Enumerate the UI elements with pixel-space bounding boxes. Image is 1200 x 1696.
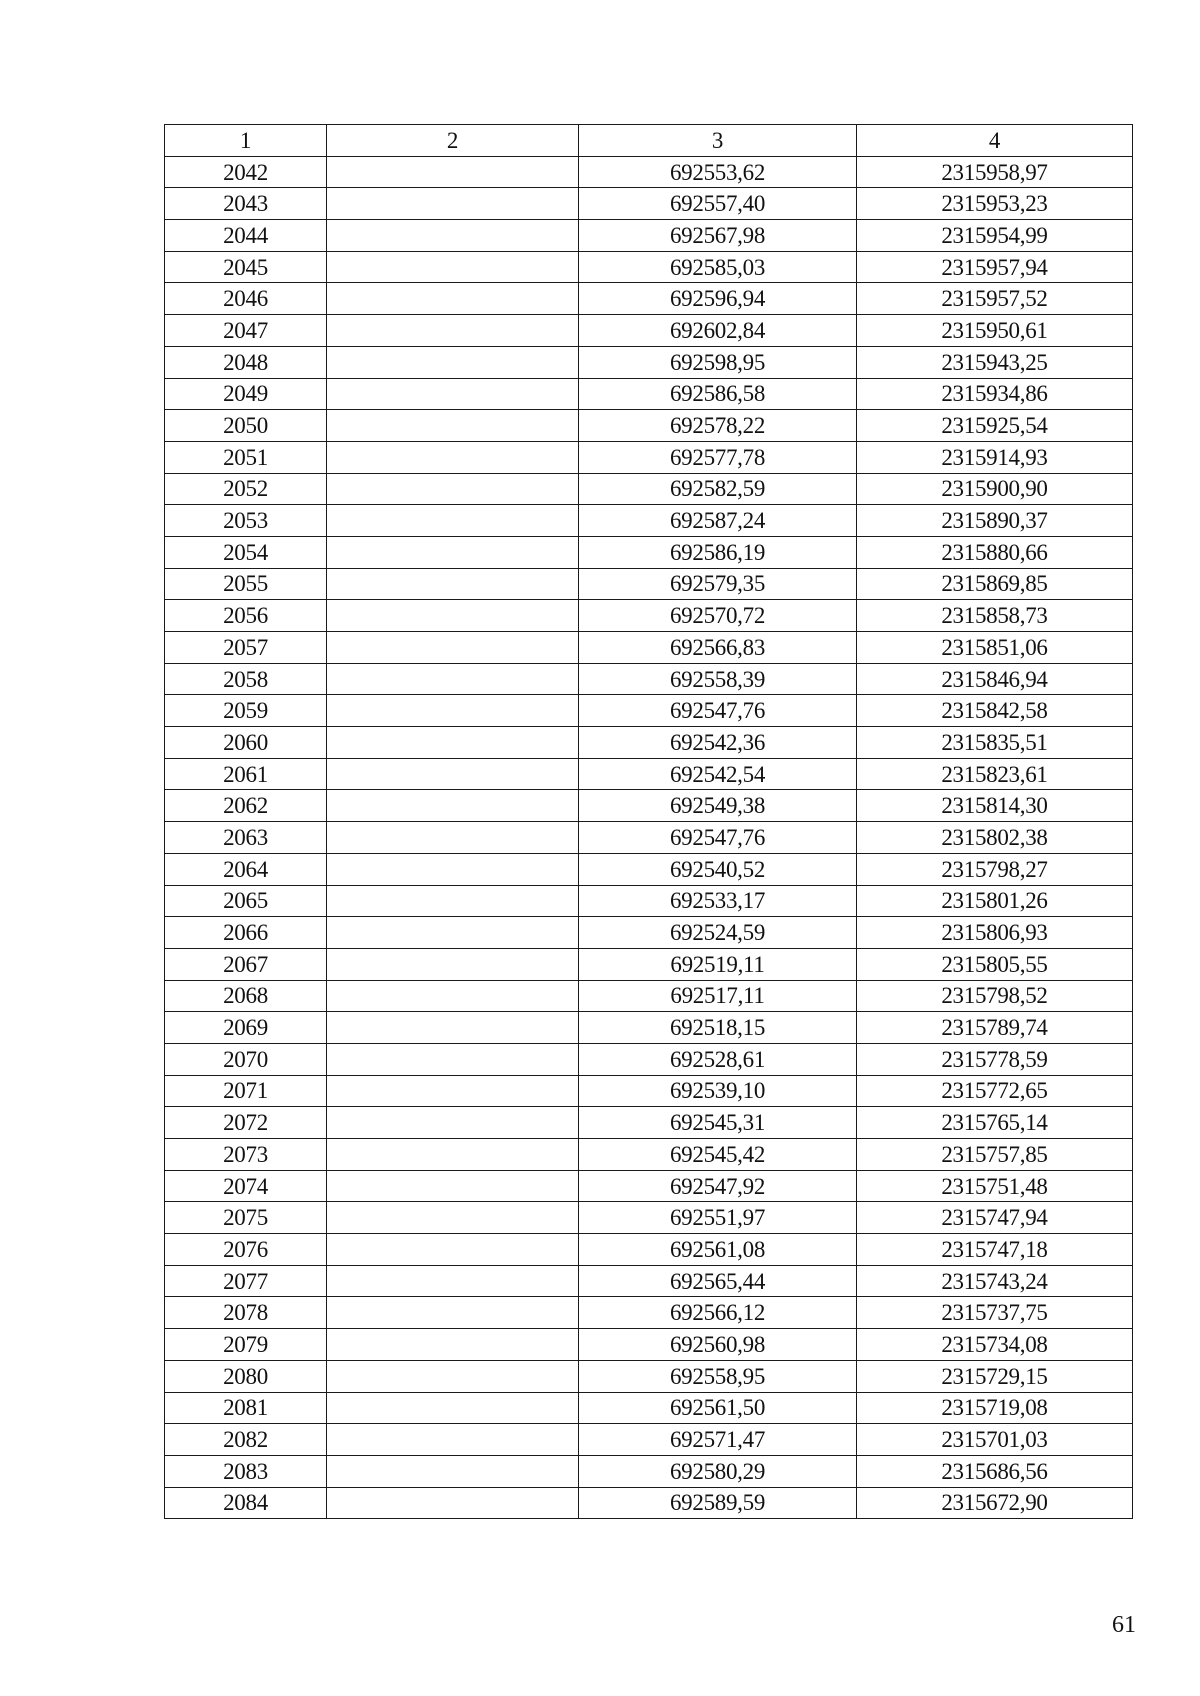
table-cell-col-1: 2051: [165, 441, 327, 473]
table-cell-col-1: 2068: [165, 980, 327, 1012]
table-cell-col-2: [327, 1075, 579, 1107]
table-cell-col-4: 2315823,61: [857, 758, 1133, 790]
table-row: [165, 1329, 1133, 1361]
table-row: [165, 917, 1133, 949]
table-cell-col-2: [327, 980, 579, 1012]
table-cell-col-1: 2050: [165, 410, 327, 442]
table-cell-col-2: [327, 1234, 579, 1266]
table-cell-col-1: 2049: [165, 378, 327, 410]
table-cell-col-4: 2315814,30: [857, 790, 1133, 822]
table-cell-col-2: [327, 758, 579, 790]
table-cell-col-3: 692518,15: [579, 1012, 857, 1044]
table-cell-col-3: 692557,40: [579, 188, 857, 220]
table-cell-col-2: [327, 473, 579, 505]
table-row: [165, 1487, 1133, 1519]
table-cell-col-3: 692586,58: [579, 378, 857, 410]
table-cell-col-1: 2060: [165, 727, 327, 759]
table-cell-col-1: 2052: [165, 473, 327, 505]
table-cell-col-1: 2071: [165, 1075, 327, 1107]
table-row: [165, 188, 1133, 220]
table-row: [165, 853, 1133, 885]
table-row: [165, 156, 1133, 188]
table-cell-col-2: [327, 1487, 579, 1519]
table-cell-col-1: 2055: [165, 568, 327, 600]
table-cell-col-4: 2315772,65: [857, 1075, 1133, 1107]
table-cell-col-3: 692553,62: [579, 156, 857, 188]
table-row: [165, 1139, 1133, 1171]
table-cell-col-4: 2315846,94: [857, 663, 1133, 695]
table-cell-col-1: 2065: [165, 885, 327, 917]
table-cell-col-3: 692560,98: [579, 1329, 857, 1361]
table-cell-col-3: 692589,59: [579, 1487, 857, 1519]
table-cell-col-4: 2315925,54: [857, 410, 1133, 442]
table-cell-col-2: [327, 790, 579, 822]
table-cell-col-1: 2043: [165, 188, 327, 220]
table-cell-col-4: 2315798,27: [857, 853, 1133, 885]
table-cell-col-1: 2047: [165, 315, 327, 347]
table-cell-col-2: [327, 1455, 579, 1487]
table-cell-col-3: 692578,22: [579, 410, 857, 442]
table-row: [165, 536, 1133, 568]
table-cell-col-1: 2078: [165, 1297, 327, 1329]
table-cell-col-1: 2084: [165, 1487, 327, 1519]
table-cell-col-2: [327, 1360, 579, 1392]
table-cell-col-3: 692547,76: [579, 695, 857, 727]
table-cell-col-1: 2074: [165, 1170, 327, 1202]
table-cell-col-2: [327, 1043, 579, 1075]
table-cell-col-1: 2054: [165, 536, 327, 568]
table-cell-col-4: 2315801,26: [857, 885, 1133, 917]
table-cell-col-4: 2315765,14: [857, 1107, 1133, 1139]
column-header-3: 3: [579, 125, 857, 157]
table-cell-col-4: 2315743,24: [857, 1265, 1133, 1297]
table-row: [165, 315, 1133, 347]
table-cell-col-4: 2315858,73: [857, 600, 1133, 632]
table-cell-col-1: 2059: [165, 695, 327, 727]
table-cell-col-2: [327, 632, 579, 664]
table-row: [165, 1075, 1133, 1107]
table-row: [165, 1455, 1133, 1487]
page-number: 61: [1112, 1612, 1136, 1638]
table-cell-col-2: [327, 1139, 579, 1171]
table-cell-col-1: 2057: [165, 632, 327, 664]
table-cell-col-4: 2315880,66: [857, 536, 1133, 568]
table-cell-col-2: [327, 568, 579, 600]
table-row: [165, 822, 1133, 854]
table-row: [165, 473, 1133, 505]
table-cell-col-3: 692540,52: [579, 853, 857, 885]
table-row: [165, 885, 1133, 917]
table-cell-col-1: 2076: [165, 1234, 327, 1266]
table-cell-col-1: 2079: [165, 1329, 327, 1361]
table-cell-col-2: [327, 283, 579, 315]
table-row: [165, 1107, 1133, 1139]
table-header-row: [165, 125, 1133, 157]
table-cell-col-1: 2064: [165, 853, 327, 885]
table-cell-col-2: [327, 885, 579, 917]
table-cell-col-3: 692580,29: [579, 1455, 857, 1487]
table-cell-col-2: [327, 251, 579, 283]
table-cell-col-4: 2315778,59: [857, 1043, 1133, 1075]
table-row: [165, 410, 1133, 442]
table-cell-col-1: 2083: [165, 1455, 327, 1487]
table-cell-col-4: 2315957,52: [857, 283, 1133, 315]
table-cell-col-2: [327, 441, 579, 473]
table-row: [165, 980, 1133, 1012]
table-cell-col-1: 2044: [165, 220, 327, 252]
table-cell-col-2: [327, 695, 579, 727]
table-row: [165, 790, 1133, 822]
table-cell-col-2: [327, 346, 579, 378]
table-row: [165, 1043, 1133, 1075]
column-header-2: 2: [327, 125, 579, 157]
table-cell-col-4: 2315934,86: [857, 378, 1133, 410]
table-cell-col-1: 2077: [165, 1265, 327, 1297]
table-cell-col-1: 2070: [165, 1043, 327, 1075]
table-cell-col-3: 692567,98: [579, 220, 857, 252]
table-row: [165, 600, 1133, 632]
table-cell-col-2: [327, 156, 579, 188]
table-cell-col-3: 692545,42: [579, 1139, 857, 1171]
table-row: [165, 1012, 1133, 1044]
table-cell-col-1: 2081: [165, 1392, 327, 1424]
table-row: [165, 346, 1133, 378]
table-cell-col-1: 2061: [165, 758, 327, 790]
table-cell-col-1: 2048: [165, 346, 327, 378]
table-cell-col-1: 2062: [165, 790, 327, 822]
table-cell-col-4: 2315672,90: [857, 1487, 1133, 1519]
table-cell-col-3: 692585,03: [579, 251, 857, 283]
table-cell-col-3: 692561,50: [579, 1392, 857, 1424]
table-cell-col-3: 692519,11: [579, 948, 857, 980]
table-cell-col-4: 2315757,85: [857, 1139, 1133, 1171]
table-cell-col-3: 692547,92: [579, 1170, 857, 1202]
table-row: [165, 1360, 1133, 1392]
table-cell-col-4: 2315751,48: [857, 1170, 1133, 1202]
table-cell-col-1: 2067: [165, 948, 327, 980]
table-cell-col-2: [327, 727, 579, 759]
table-cell-col-4: 2315747,94: [857, 1202, 1133, 1234]
table-cell-col-4: 2315719,08: [857, 1392, 1133, 1424]
table-cell-col-4: 2315701,03: [857, 1424, 1133, 1456]
table-row: [165, 663, 1133, 695]
table-row: [165, 568, 1133, 600]
table-cell-col-3: 692545,31: [579, 1107, 857, 1139]
table-cell-col-3: 692558,95: [579, 1360, 857, 1392]
table-row: [165, 505, 1133, 537]
table-row: [165, 220, 1133, 252]
table-row: [165, 441, 1133, 473]
table-cell-col-3: 692517,11: [579, 980, 857, 1012]
table-row: [165, 1424, 1133, 1456]
table-cell-col-4: 2315890,37: [857, 505, 1133, 537]
table-cell-col-4: 2315958,97: [857, 156, 1133, 188]
table-cell-col-3: 692598,95: [579, 346, 857, 378]
table-cell-col-1: 2075: [165, 1202, 327, 1234]
table-cell-col-2: [327, 1297, 579, 1329]
table-row: [165, 758, 1133, 790]
table-cell-col-3: 692566,83: [579, 632, 857, 664]
table-cell-col-3: 692565,44: [579, 1265, 857, 1297]
table-cell-col-4: 2315747,18: [857, 1234, 1133, 1266]
table-cell-col-4: 2315943,25: [857, 346, 1133, 378]
table-cell-col-3: 692558,39: [579, 663, 857, 695]
table-cell-col-4: 2315851,06: [857, 632, 1133, 664]
table-cell-col-3: 692586,19: [579, 536, 857, 568]
table-cell-col-2: [327, 1392, 579, 1424]
table-cell-col-2: [327, 410, 579, 442]
table-cell-col-4: 2315869,85: [857, 568, 1133, 600]
table-cell-col-4: 2315957,94: [857, 251, 1133, 283]
table-row: [165, 948, 1133, 980]
table-cell-col-4: 2315842,58: [857, 695, 1133, 727]
table-cell-col-3: 692561,08: [579, 1234, 857, 1266]
table-cell-col-2: [327, 315, 579, 347]
table-cell-col-4: 2315950,61: [857, 315, 1133, 347]
table-cell-col-2: [327, 948, 579, 980]
table-cell-col-1: 2080: [165, 1360, 327, 1392]
table-row: [165, 1170, 1133, 1202]
table-cell-col-1: 2045: [165, 251, 327, 283]
table-cell-col-4: 2315729,15: [857, 1360, 1133, 1392]
table-cell-col-3: 692602,84: [579, 315, 857, 347]
table-cell-col-3: 692528,61: [579, 1043, 857, 1075]
column-header-1: 1: [165, 125, 327, 157]
table-row: [165, 251, 1133, 283]
table-cell-col-4: 2315805,55: [857, 948, 1133, 980]
table-cell-col-3: 692551,97: [579, 1202, 857, 1234]
table-cell-col-3: 692587,24: [579, 505, 857, 537]
table-cell-col-4: 2315737,75: [857, 1297, 1133, 1329]
table-row: [165, 727, 1133, 759]
table-cell-col-2: [327, 822, 579, 854]
table-cell-col-2: [327, 663, 579, 695]
table-cell-col-3: 692577,78: [579, 441, 857, 473]
table-cell-col-4: 2315798,52: [857, 980, 1133, 1012]
table-cell-col-3: 692579,35: [579, 568, 857, 600]
table-cell-col-3: 692542,54: [579, 758, 857, 790]
table-cell-col-2: [327, 505, 579, 537]
table-cell-col-2: [327, 536, 579, 568]
table-cell-col-4: 2315953,23: [857, 188, 1133, 220]
table-cell-col-2: [327, 853, 579, 885]
table-body: [165, 156, 1133, 1519]
table-cell-col-2: [327, 1202, 579, 1234]
table-cell-col-2: [327, 1012, 579, 1044]
table-cell-col-1: 2066: [165, 917, 327, 949]
table-cell-col-1: 2082: [165, 1424, 327, 1456]
table-cell-col-1: 2058: [165, 663, 327, 695]
table-cell-col-4: 2315835,51: [857, 727, 1133, 759]
table-cell-col-2: [327, 1107, 579, 1139]
table-row: [165, 1297, 1133, 1329]
table-cell-col-3: 692596,94: [579, 283, 857, 315]
table-cell-col-3: 692570,72: [579, 600, 857, 632]
table-cell-col-3: 692524,59: [579, 917, 857, 949]
table-cell-col-4: 2315789,74: [857, 1012, 1133, 1044]
table-cell-col-1: 2073: [165, 1139, 327, 1171]
table-cell-col-1: 2046: [165, 283, 327, 315]
table-cell-col-2: [327, 917, 579, 949]
table-cell-col-1: 2069: [165, 1012, 327, 1044]
coordinates-table: [164, 124, 1133, 1519]
table-row: [165, 283, 1133, 315]
table-row: [165, 1202, 1133, 1234]
table-cell-col-1: 2056: [165, 600, 327, 632]
table-cell-col-3: 692566,12: [579, 1297, 857, 1329]
table-cell-col-1: 2042: [165, 156, 327, 188]
table-cell-col-4: 2315734,08: [857, 1329, 1133, 1361]
table-row: [165, 632, 1133, 664]
table-cell-col-2: [327, 1424, 579, 1456]
column-header-4: 4: [857, 125, 1133, 157]
table-cell-col-4: 2315900,90: [857, 473, 1133, 505]
table-cell-col-3: 692539,10: [579, 1075, 857, 1107]
table-cell-col-4: 2315914,93: [857, 441, 1133, 473]
table-cell-col-4: 2315954,99: [857, 220, 1133, 252]
table-cell-col-2: [327, 1329, 579, 1361]
table-cell-col-2: [327, 600, 579, 632]
table-cell-col-3: 692542,36: [579, 727, 857, 759]
table-cell-col-2: [327, 378, 579, 410]
table-row: [165, 695, 1133, 727]
table-cell-col-3: 692549,38: [579, 790, 857, 822]
table-cell-col-3: 692533,17: [579, 885, 857, 917]
table-cell-col-3: 692547,76: [579, 822, 857, 854]
table-row: [165, 1234, 1133, 1266]
table-cell-col-1: 2063: [165, 822, 327, 854]
table-cell-col-4: 2315806,93: [857, 917, 1133, 949]
table-cell-col-3: 692582,59: [579, 473, 857, 505]
table-row: [165, 1265, 1133, 1297]
table-cell-col-2: [327, 1265, 579, 1297]
table-cell-col-2: [327, 220, 579, 252]
table-row: [165, 1392, 1133, 1424]
table-cell-col-2: [327, 188, 579, 220]
table-cell-col-1: 2053: [165, 505, 327, 537]
table-cell-col-4: 2315686,56: [857, 1455, 1133, 1487]
table-cell-col-2: [327, 1170, 579, 1202]
table-cell-col-4: 2315802,38: [857, 822, 1133, 854]
table-cell-col-1: 2072: [165, 1107, 327, 1139]
table-cell-col-3: 692571,47: [579, 1424, 857, 1456]
table-row: [165, 378, 1133, 410]
